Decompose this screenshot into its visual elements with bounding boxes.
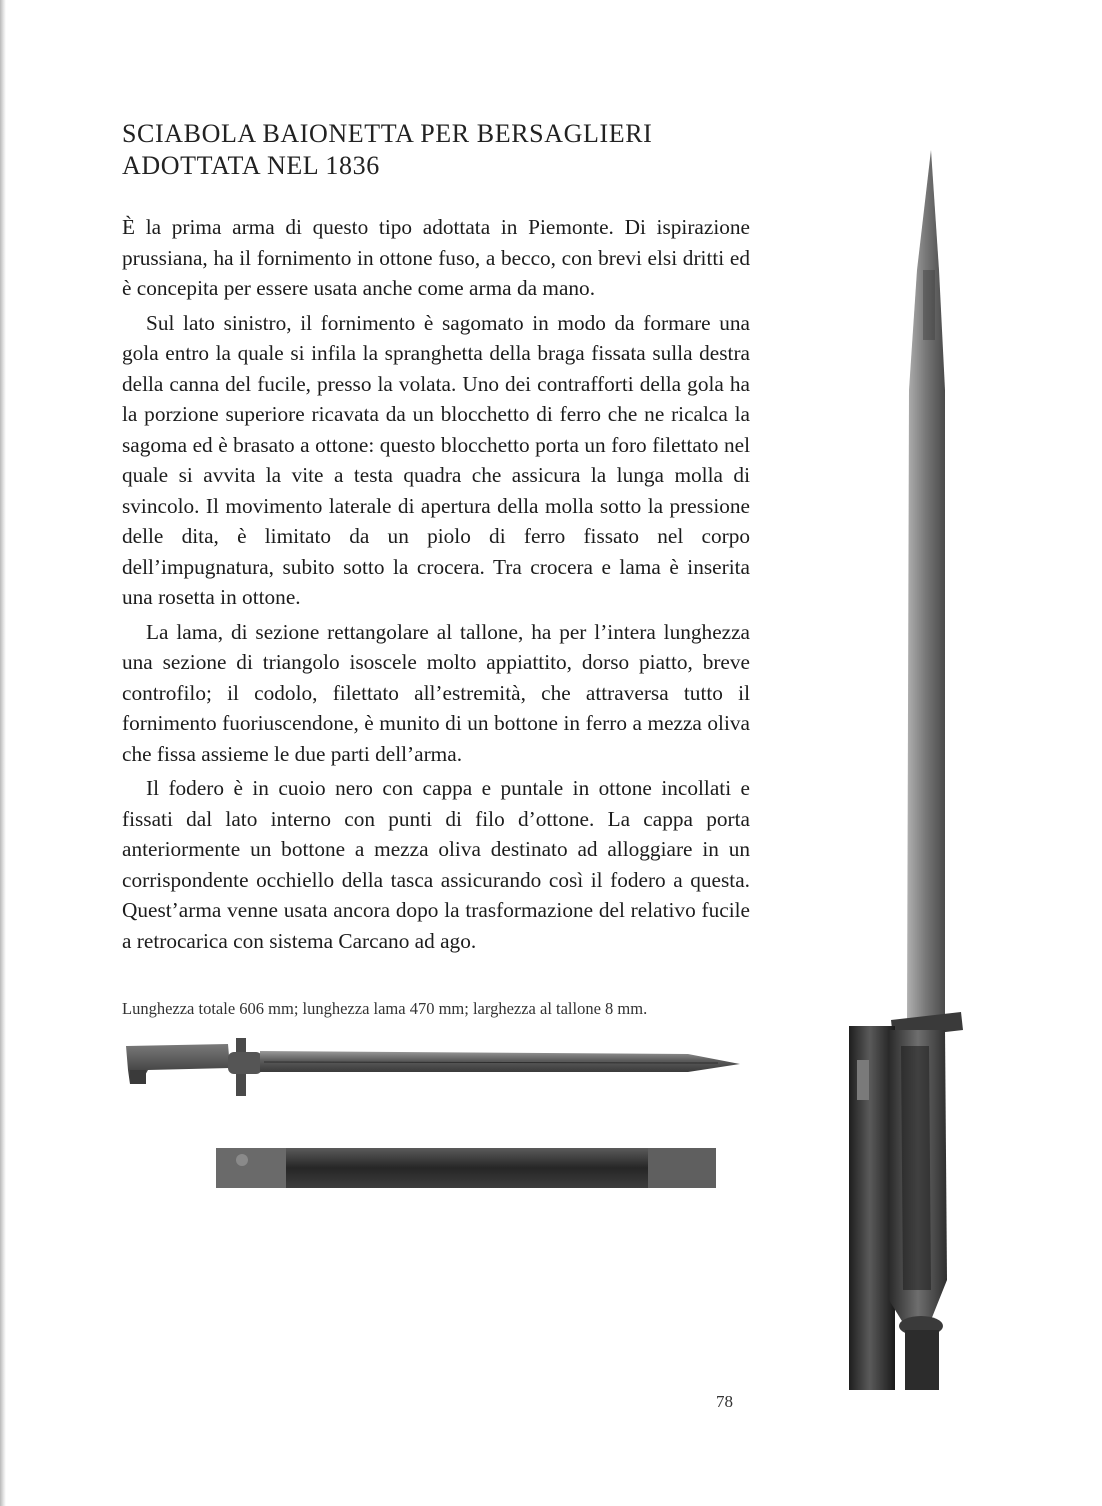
page-title bbox=[122, 118, 742, 182]
title-line-2: ADOTTATA NEL 1836 bbox=[122, 151, 380, 180]
title-line-1: SCIABOLA BAIONETTA PER BERSAGLIERI bbox=[122, 119, 653, 148]
bayonet-mounted-photo bbox=[835, 150, 985, 1390]
page-binding-edge bbox=[0, 0, 6, 1506]
paragraph: Il fodero è in cuoio nero con cappa e puntale in ottone incollati e fissati dal lato interno con punti di filo d’ottone. La cappa porta anteriormente un bottone a mezza oliva destinato ad alloggiare in un corrispondente occhiello della tasca assicurando così il fodero a questa. Quest’arma venne usata ancora dopo la trasformazione del relativo fucile a retrocarica con sistema Carcano ad ago. bbox=[122, 776, 750, 953]
page-number: 78 bbox=[716, 1392, 733, 1411]
bayonet-photo bbox=[118, 1026, 748, 1116]
paragraph: È la prima arma di questo tipo adottata in Piemonte. Di ispirazione prussiana, ha il fornimento in ottone fuso, a becco, con brevi elsi dritti ed è concepita per essere usata anche come arma da mano. bbox=[122, 215, 750, 300]
paragraph: Sul lato sinistro, il fornimento è sagomato in modo da formare una gola entro la quale si infila la spranghetta della braga fissata sulla destra della canna del fucile, presso la volata. Uno dei contrafforti della gola ha la porzione superiore ricavata da un blocchetto di ferro che ne ricalca la sagoma ed è brasato a ottone: questo blocchetto porta un foro filettato nel quale si avvita la vite a testa quadra che assicura la lunga molla di svincolo. Il movimento laterale di apertura della molla sotto la pressione delle dita, è limitato da un piolo di ferro fissato nel corpo dell’impugnatura, subito sotto la crocera. Tra crocera e lama è inserita una rosetta in ottone. bbox=[122, 310, 750, 609]
scabbard-photo bbox=[210, 1140, 720, 1200]
body-text bbox=[122, 212, 750, 960]
paragraph: La lama, di sezione rettangolare al tallone, ha per l’intera lunghezza una sezione di triangolo isoscele molto appiattito, dorso piatto, breve controfilo; il codolo, filettato all’estremità, che attraversa tutto il fornimento fuoriuscendone, è munito di un bottone in ferro a mezza oliva che fissa assieme le due parti dell’arma. bbox=[122, 619, 750, 766]
dimensions-caption: Lunghezza totale 606 mm; lunghezza lama 470 mm; larghezza al tallone 8 mm. bbox=[122, 999, 648, 1018]
